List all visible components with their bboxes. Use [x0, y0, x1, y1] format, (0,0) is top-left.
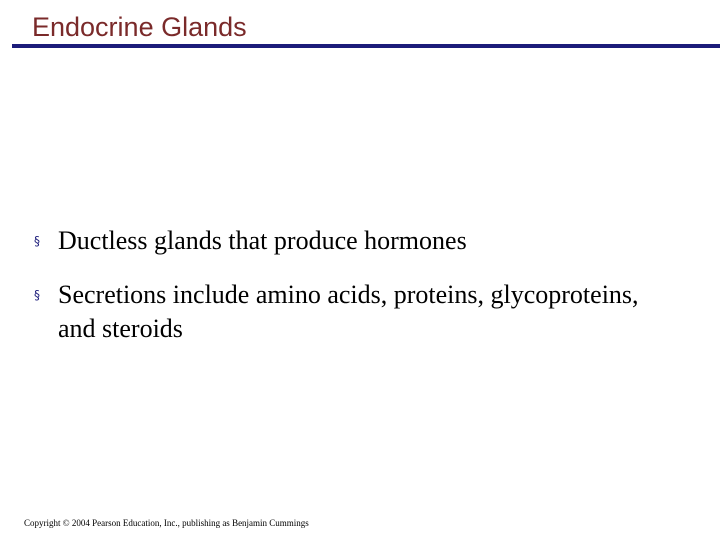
bullet-text: Ductless glands that produce hormones — [58, 226, 467, 255]
bullet-text: Secretions include amino acids, proteins, glycoproteins, and steroids — [58, 280, 639, 343]
copyright-footer: Copyright © 2004 Pearson Education, Inc., publishing as Benjamin Cummings — [24, 518, 309, 528]
title-underline — [12, 44, 720, 48]
list-item — [34, 224, 674, 258]
bullet-marker-icon: § — [34, 234, 40, 248]
bullet-list — [34, 224, 674, 366]
slide-title: Endocrine Glands — [32, 12, 247, 42]
bullet-marker-icon: § — [34, 288, 40, 302]
list-item — [34, 278, 674, 346]
